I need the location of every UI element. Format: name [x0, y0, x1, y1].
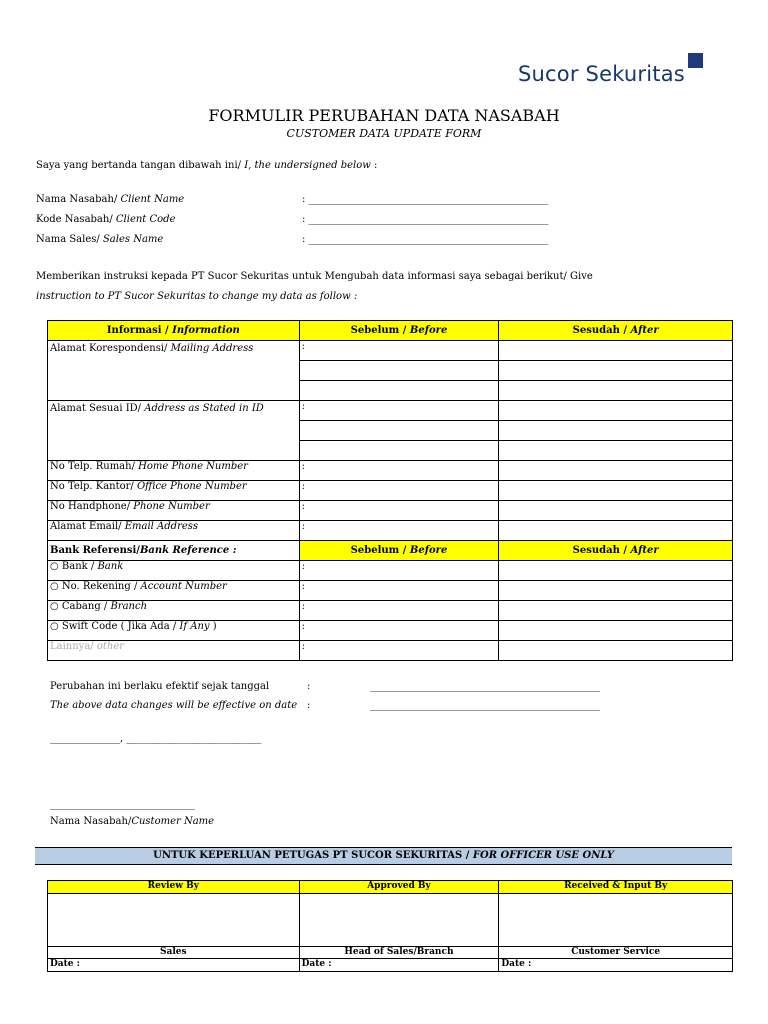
home-phone-label: No Telp. Rumah/ Home Phone Number — [48, 461, 300, 481]
email-after[interactable] — [499, 521, 733, 541]
office-phone-before[interactable]: : — [299, 481, 499, 501]
effective-date-colon: : — [307, 681, 311, 692]
swift-code-before[interactable]: : — [299, 621, 499, 641]
id-address-after[interactable] — [499, 401, 733, 421]
officer-table — [47, 880, 733, 972]
sales-name-field[interactable]: : ________________________________________________ — [302, 234, 549, 245]
id-address-after-2[interactable] — [499, 421, 733, 441]
review-signature-box[interactable] — [48, 894, 300, 947]
form-title: FORMULIR PERUBAHAN DATA NASABAH — [208, 106, 560, 125]
signature-line[interactable]: _____________________________ — [50, 799, 195, 810]
id-address-before-2[interactable] — [299, 421, 499, 441]
role-head-of-sales: Head of Sales/Branch — [299, 947, 499, 959]
effective-date-label-id: Perubahan ini berlaku efektif sejak tanggal — [50, 681, 270, 692]
instruction-line-1: Memberikan instruksi kepada PT Sucor Sekuritas untuk Mengubah data informasi saya sebagai berikut/ Give — [36, 271, 593, 282]
mailing-address-before-3[interactable] — [299, 381, 499, 401]
mailing-address-before[interactable]: : — [299, 341, 499, 361]
review-date[interactable]: Date : — [48, 959, 300, 972]
place-date-field[interactable]: ______________, ___________________________ — [50, 733, 262, 744]
data-change-table — [47, 320, 733, 661]
header-information: Informasi / Information — [48, 321, 300, 341]
bank-name-label: ○ Bank / Bank — [48, 561, 300, 581]
header-after: Sesudah / After — [499, 321, 733, 341]
effective-date-field[interactable]: ______________________________________________ — [370, 681, 600, 692]
form-subtitle: CUSTOMER DATA UPDATE FORM — [286, 127, 482, 140]
id-address-after-3[interactable] — [499, 441, 733, 461]
office-phone-after[interactable] — [499, 481, 733, 501]
bank-name-before[interactable]: : — [299, 561, 499, 581]
review-by-header: Review By — [48, 881, 300, 894]
branch-after[interactable] — [499, 601, 733, 621]
bank-reference-label: Bank Referensi/Bank Reference : — [48, 541, 300, 561]
office-phone-label: No Telp. Kantor/ Office Phone Number — [48, 481, 300, 501]
signature-caption: Nama Nasabah/Customer Name — [50, 816, 215, 827]
mailing-address-after[interactable] — [499, 341, 733, 361]
role-sales: Sales — [48, 947, 300, 959]
approved-by-header: Approved By — [299, 881, 499, 894]
header-before: Sebelum / Before — [299, 321, 499, 341]
email-before[interactable]: : — [299, 521, 499, 541]
bank-header-after: Sesudah / After — [499, 541, 733, 561]
branch-before[interactable]: : — [299, 601, 499, 621]
approval-date[interactable]: Date : — [299, 959, 499, 972]
sales-name-label: Nama Sales/ Sales Name — [36, 234, 164, 245]
received-input-header: Received & Input By — [499, 881, 733, 894]
handphone-before[interactable]: : — [299, 501, 499, 521]
branch-label: ○ Cabang / Branch — [48, 601, 300, 621]
id-address-before[interactable]: : — [299, 401, 499, 421]
client-name-label: Nama Nasabah/ Client Name — [36, 194, 185, 205]
logo-square-icon — [688, 53, 703, 68]
other-after[interactable] — [499, 641, 733, 661]
mailing-address-before-2[interactable] — [299, 361, 499, 381]
account-number-label: ○ No. Rekening / Account Number — [48, 581, 300, 601]
other-before[interactable]: : — [299, 641, 499, 661]
effective-date-field-en[interactable]: ______________________________________________ — [370, 700, 600, 711]
bank-header-before: Sebelum / Before — [299, 541, 499, 561]
account-number-after[interactable] — [499, 581, 733, 601]
home-phone-after[interactable] — [499, 461, 733, 481]
handphone-label: No Handphone/ Phone Number — [48, 501, 300, 521]
officer-use-bar: UNTUK KEPERLUAN PETUGAS PT SUCOR SEKURITAS / FOR OFFICER USE ONLY — [35, 847, 732, 865]
swift-code-label: ○ Swift Code ( Jika Ada / If Any ) — [48, 621, 300, 641]
mailing-address-label: Alamat Korespondensi/ Mailing Address — [48, 341, 300, 401]
company-logo-text: Sucor Sekuritas — [518, 62, 685, 86]
email-label: Alamat Email/ Email Address — [48, 521, 300, 541]
client-code-label: Kode Nasabah/ Client Code — [36, 214, 176, 225]
id-address-label: Alamat Sesuai ID/ Address as Stated in ID — [48, 401, 300, 461]
intro-text: Saya yang bertanda tangan dibawah ini/ I, the undersigned below : — [36, 160, 378, 171]
handphone-after[interactable] — [499, 501, 733, 521]
swift-code-after[interactable] — [499, 621, 733, 641]
id-address-before-3[interactable] — [299, 441, 499, 461]
input-signature-box[interactable] — [499, 894, 733, 947]
effective-date-label-en: The above data changes will be effective on date — [50, 700, 298, 711]
home-phone-before[interactable]: : — [299, 461, 499, 481]
bank-name-after[interactable] — [499, 561, 733, 581]
account-number-before[interactable]: : — [299, 581, 499, 601]
effective-date-colon-en: : — [307, 700, 311, 711]
client-name-field[interactable]: : ________________________________________________ — [302, 194, 549, 205]
mailing-address-after-3[interactable] — [499, 381, 733, 401]
client-code-field[interactable]: : ________________________________________________ — [302, 214, 549, 225]
role-customer-service: Customer Service — [499, 947, 733, 959]
mailing-address-after-2[interactable] — [499, 361, 733, 381]
instruction-line-2: instruction to PT Sucor Sekuritas to change my data as follow : — [36, 291, 358, 302]
input-date[interactable]: Date : — [499, 959, 733, 972]
approval-signature-box[interactable] — [299, 894, 499, 947]
other-label: Lainnya/ other — [48, 641, 300, 661]
